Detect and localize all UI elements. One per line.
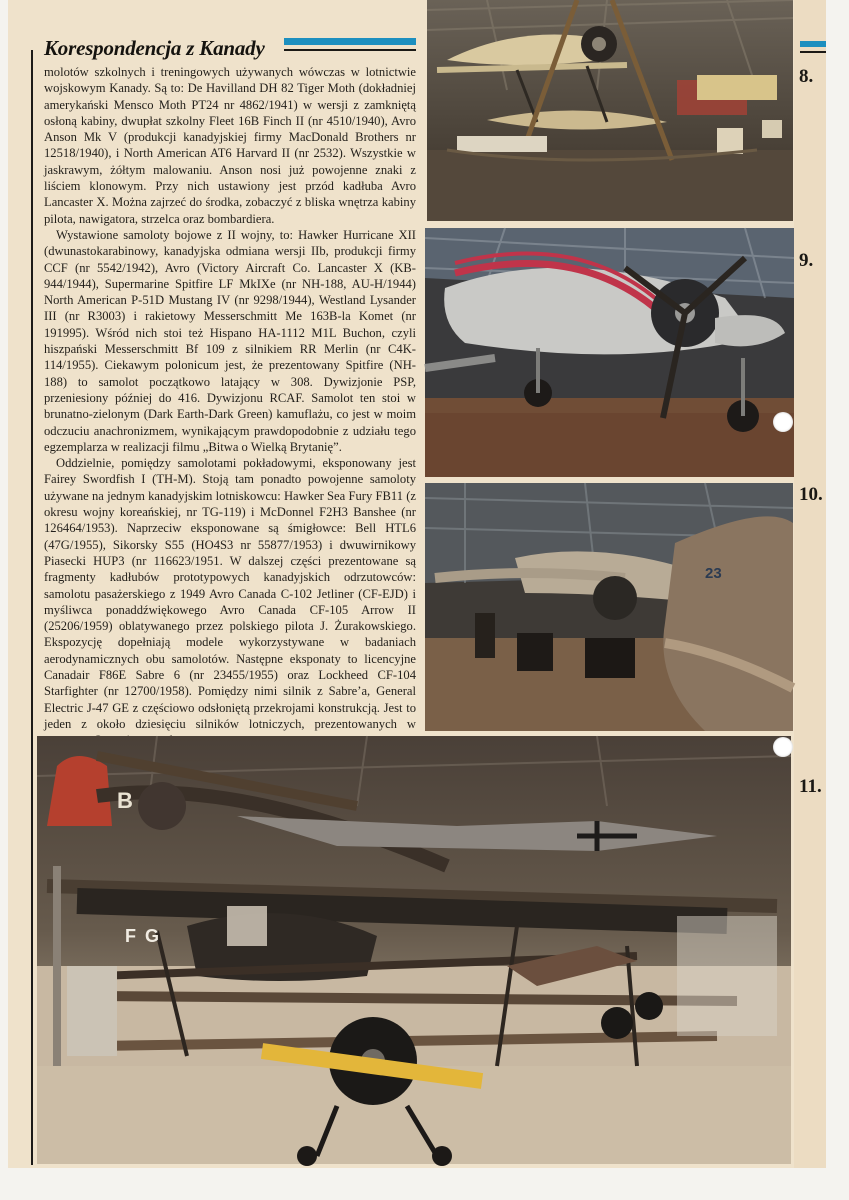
- article-header: [44, 36, 416, 64]
- photo-number-9: 9.: [799, 250, 814, 271]
- photo-8-floatplane: [427, 0, 793, 221]
- title-accent-bar: [284, 38, 416, 45]
- article-body: [44, 64, 416, 731]
- article-paragraph: Oddzielnie, pomiędzy samolotami pokładowymi, eksponowany jest Fairey Swordfish I (TH-M). Stoją tam ponadto powojenne samoloty używane na jednym kanadyjskim lotniskowcu: Hawker Sea Fury FB11 (z okresu wojny koreańskiej, nr TG-119) i McDonnel F2H3 Banshee (nr 126464/1953). Naprzeciw eksponowane są śmigłowce: Bell HTL6 (47G/1955), Sikorsky S55 (HO4S3 nr 55877/1953) i dwuwirnikowy Piasecki HUP3 (nr 116623/1951. W dalszej części prezentowane są fragmenty kadłubów prototypowych kanadyjskich odrzutowców: samolotu pasażerskiego z 1949 Avro Canada C-102 Jetliner (CF-EJD) i myśliwca ponaddźwiękowego Avro Canada CF-105 Arrow II (25206/1959) oblatywanego przez polskiego pilota J. Żurakowskiego. Ekspozycję dopełniają modele wykorzystywane w badaniach aerodynamicznych obu samolotów. Następne eksponaty to licencyjne Canadair F86E Sabre 6 (nr 23455/1955) oraz Lockheed CF-104 Starfighter (nr 12700/1958). Pomiędzy nimi silnik z Sabre’a, General Electric J-47 GE z częściowo odsłoniętą przekrojami konstrukcją. Jest to jeden z około dziesięciu silników lotniczych, prezentowanych w: [44, 456, 416, 731]
- punch-hole: [773, 412, 793, 432]
- photo-number-10: 10.: [799, 484, 823, 505]
- article-paragraph: Wystawione samoloty bojowe z II wojny, to: Hawker Hurricane XII (dwunastokarabinowy, kanadyjska odmiana wersji IIb, produkcji firmy CCF (nr 5542/1942), Avro (Victory Aircraft Co. Lancaster X (KB-944/1944), Supermarine Spitfire LF MkIXe (nr NH-188, AU-H/1944) North American P-51D Mustang IV (nr 9298/1944), Westland Lysander III (nr R3003) i rakietowy Messerschmitt Me 163B-la Komet (nr 191995). Wśród nich stoi też Hispano HA-1112 M1L Buchon, czyli hiszpański Messerschmitt Bf 109 z silnikiem RR Merlin (nr C4K-114/1955). Ciekawym polonicum jest, że prezentowany Spitfire (NH-188) to samolot początkowo latający w 308. Dywizjonie PSP, przeniesiony później do 416. Dywizjonu RCAF. Samolot ten stoi w brunatno-zielonym (Dark Earth-Dark Green) kamuflażu, co jest w moim odczuciu anachronizmem, wynikającym prawdopodobnie z udziału tego egzemplarza w realizacji filmu „Bitwa o Wielką Brytanię”.: [44, 227, 416, 454]
- fuselage-marking-fg: F G: [125, 926, 161, 946]
- photo-9-airliner: [425, 228, 794, 477]
- article-paragraph: molotów szkolnych i treningowych używanych wówczas w lotnictwie wojskowym Kanady. Są to: De Havilland DH 82 Tiger Moth (dokładniej amerykański Mensco Moth PT24 nr 4862/1941) w wersji z zamkniętą osłoną kabiny, dwupłat szkolny Fleet 16B Finch II (nr 4510/1940), Avro Anson Mk V (produkcji kanadyjskiej firmy MacDonald Brothers nr 12518/1940), i North American AT6 Harvard II (nr 2532). Wszystkie w jaskrawym, żółtym malowaniu. Anson nosi już powojenne znaki z liściem klonowym. Przy nich ustawiony jest przód kadłuba Avro Lancaster X. Można zajrzeć do środka, zobaczyć z bliska wnętrza kabiny pilota, nawigatora, strzelca oraz bombardiera.: [44, 65, 416, 226]
- photo-11-biplanes: [37, 736, 791, 1164]
- article-title: Korespondencja z Kanady: [44, 36, 265, 60]
- side-rule: [800, 51, 826, 53]
- wing-marking-b: B: [117, 788, 133, 813]
- photo-number-11: 11.: [799, 776, 822, 797]
- photo-10-twin-engine: [425, 483, 793, 731]
- side-accent-bar: [800, 41, 826, 47]
- fuselage-marking-23: 23: [705, 565, 722, 582]
- punch-hole: [773, 737, 793, 757]
- column-rule: [31, 50, 33, 1165]
- photo-number-8: 8.: [799, 66, 814, 87]
- page-margin-strip: [794, 0, 826, 1168]
- title-rule: [284, 49, 416, 51]
